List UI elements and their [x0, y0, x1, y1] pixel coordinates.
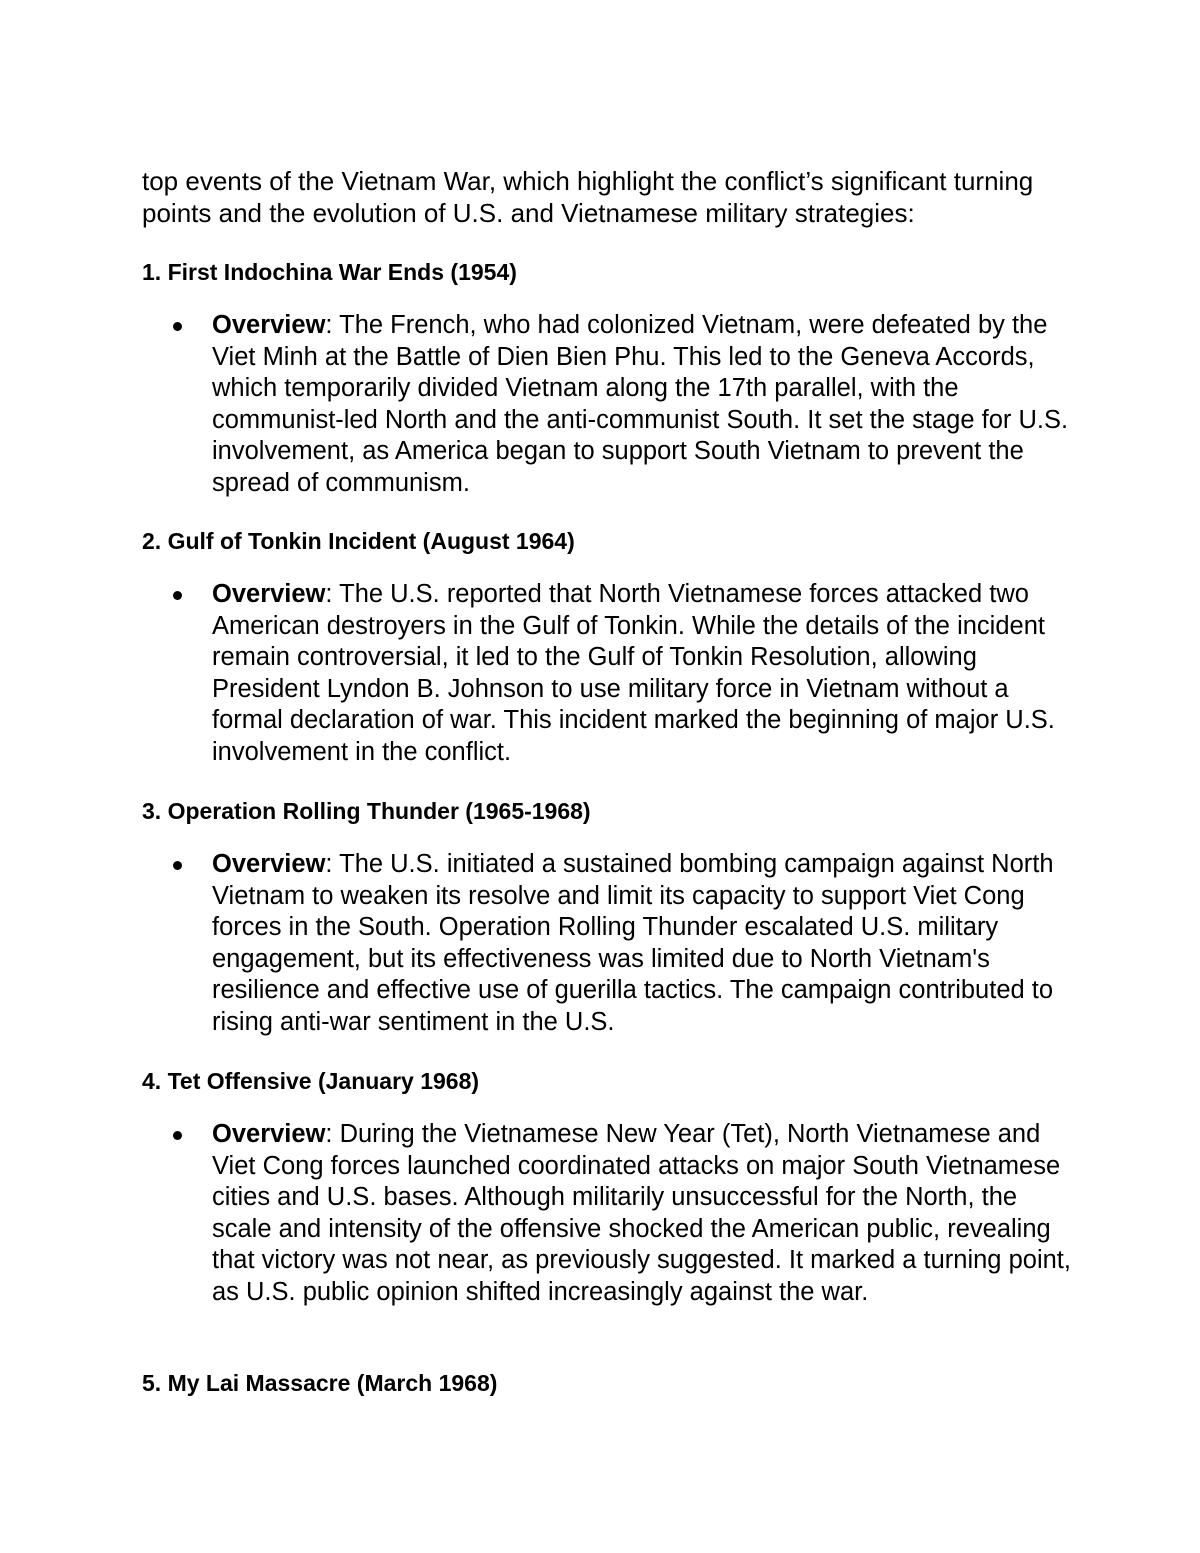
event-heading-5: 5. My Lai Massacre (March 1968) [142, 1370, 498, 1396]
overview-text: : The U.S. reported that North Vietnamese forces attacked two American destroyers in the Gulf of Tonkin. While the details of the incident remain controversial, it led to the Gulf of Tonkin Resolution, allowing President Lyndon B. Johnson to use military force in Vietnam without a formal declaration of war. This incident marked the beginning of major U.S. involvement in the conflict. [212, 580, 1055, 766]
overview-label: Overview [212, 580, 326, 608]
event-heading-4: 4. Tet Offensive (January 1968) [142, 1068, 480, 1094]
overview-text: : The French, who had colonized Vietnam, were defeated by the Viet Minh at the Battle of Dien Bien Phu. This led to the Geneva Accords, which temporarily divided Vietnam along the 17th parallel, with the communist-led North and the anti-communist South. It set the stage for U.S. involvement, as America began to support South Vietnam to prevent the spread of communism. [212, 311, 1069, 497]
overview-text: : The U.S. initiated a sustained bombing campaign against North Vietnam to weaken its resolve and limit its capacity to support Viet Cong forces in the South. Operation Rolling Thunder escalated U.S. military engagement, but its effectiveness was limited due to North Vietnam's resilience and effective use of guerilla tactics. The campaign contributed to rising anti-war sentiment in the U.S. [212, 850, 1054, 1036]
event-overview-4 [212, 1119, 1072, 1309]
intro-paragraph: top events of the Vietnam War, which highlight the conflict’s significant turning points and the evolution of U.S. and Vietnamese military strategies: [142, 166, 1034, 228]
event-heading-2: 2. Gulf of Tonkin Incident (August 1964) [142, 528, 575, 554]
bullet-icon [173, 1131, 182, 1140]
event-heading-3: 3. Operation Rolling Thunder (1965-1968) [142, 798, 591, 824]
overview-label: Overview [212, 1120, 326, 1148]
bullet-icon [173, 861, 182, 870]
event-heading-1: 1. First Indochina War Ends (1954) [142, 259, 517, 285]
event-overview-2 [212, 579, 1072, 769]
overview-label: Overview [212, 311, 326, 339]
overview-text: : During the Vietnamese New Year (Tet), North Vietnamese and Viet Cong forces launched coordinated attacks on major South Vietnamese cities and U.S. bases. Although militarily unsuccessful for the North, the scale and intensity of the offensive shocked the American public, revealing that victory was not near, as previously suggested. It marked a turning point, as U.S. public opinion shifted increasingly against the war. [212, 1120, 1071, 1306]
bullet-icon [173, 591, 182, 600]
event-overview-3 [212, 849, 1072, 1039]
bullet-icon [173, 322, 182, 331]
event-overview-1 [212, 310, 1072, 500]
overview-label: Overview [212, 850, 326, 878]
